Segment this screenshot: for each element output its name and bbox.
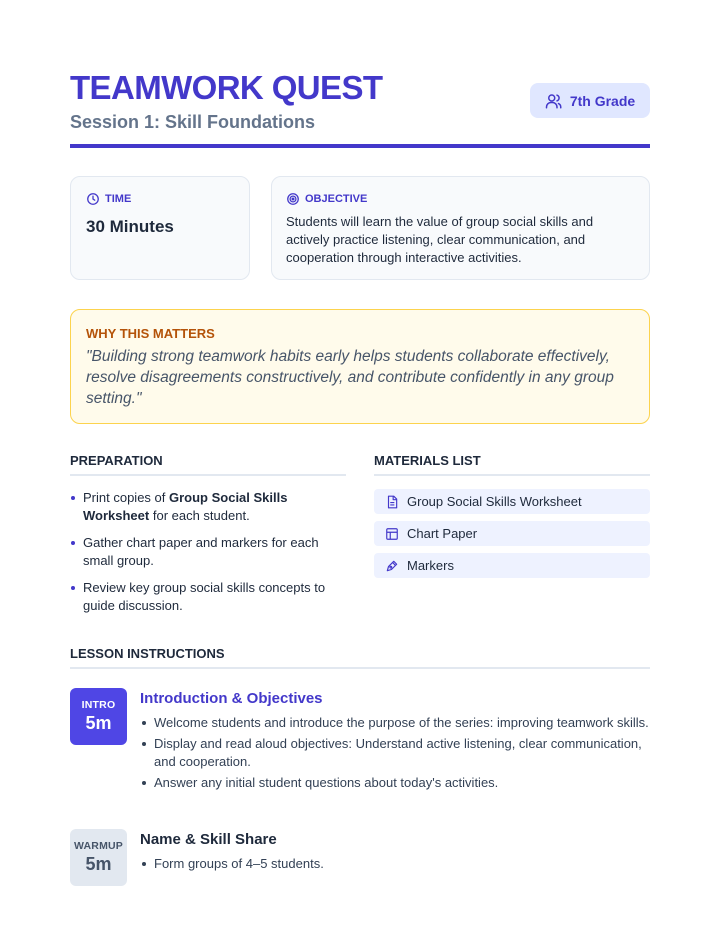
why-quote: "Building strong teamwork habits early helps students collaborate effectively, resolve disagreements constructively, and contribute confidently in any group setting." [86, 348, 614, 407]
grade-badge [530, 83, 650, 118]
time-card [70, 176, 250, 280]
users-icon [545, 92, 563, 110]
step-duration: 5m [85, 713, 112, 733]
step-title: Introduction & Objectives [140, 690, 323, 707]
page-header [70, 70, 650, 148]
material-item-markers: Markers [374, 553, 650, 578]
pen-icon [385, 559, 399, 573]
step-tag: INTRO [81, 699, 116, 711]
objective-label [286, 192, 635, 206]
page-subtitle: Session 1: Skill Foundations [70, 112, 316, 132]
grade-label: 7th Grade [569, 92, 636, 109]
document-icon [385, 495, 399, 509]
list-item: Welcome students and introduce the purpose of the series: improving teamwork skills. [140, 714, 650, 732]
list-item: Review key group social skills concepts to guide discussion. [70, 579, 346, 615]
objective-card [271, 176, 650, 280]
time-label-text: TIME [105, 193, 132, 205]
target-icon [286, 192, 300, 206]
material-item-chart-paper: Chart Paper [374, 521, 650, 546]
step-badge [70, 688, 127, 745]
step-badge [70, 829, 127, 886]
time-label [86, 192, 234, 206]
materials-list [374, 489, 650, 585]
step-bullets [140, 714, 650, 792]
list-item: Print copies of Group Social Skills Worksheet for each student. [70, 489, 346, 525]
materials-heading: MATERIALS LIST [374, 453, 650, 476]
step-duration: 5m [85, 854, 112, 874]
why-label: WHY THIS MATTERS [86, 326, 215, 341]
step-body [140, 831, 650, 876]
preparation-list [70, 489, 346, 624]
objective-text: Students will learn the value of group social skills and actively practice listening, clear communication, and cooperation through interactive activities. [286, 214, 594, 265]
page-title: TEAMWORK QUEST [70, 69, 383, 106]
time-value: 30 Minutes [86, 217, 174, 236]
material-item-worksheet: Group Social Skills Worksheet [374, 489, 650, 514]
lesson-instructions-heading: LESSON INSTRUCTIONS [70, 646, 650, 669]
layout-icon [385, 527, 399, 541]
clock-icon [86, 192, 100, 206]
why-this-matters-callout [70, 309, 650, 424]
objective-label-text: OBJECTIVE [305, 193, 368, 205]
step-tag: WARMUP [73, 840, 124, 852]
step-title: Name & Skill Share [140, 831, 277, 848]
list-item: Display and read aloud objectives: Understand active listening, clear communication, and cooperation. [140, 735, 650, 771]
list-item: Form groups of 4–5 students. [140, 855, 650, 873]
list-item: Gather chart paper and markers for each small group. [70, 534, 346, 570]
step-body [140, 690, 650, 795]
list-item: Answer any initial student questions about today's activities. [140, 774, 650, 792]
preparation-heading: PREPARATION [70, 453, 346, 476]
step-bullets [140, 855, 650, 873]
